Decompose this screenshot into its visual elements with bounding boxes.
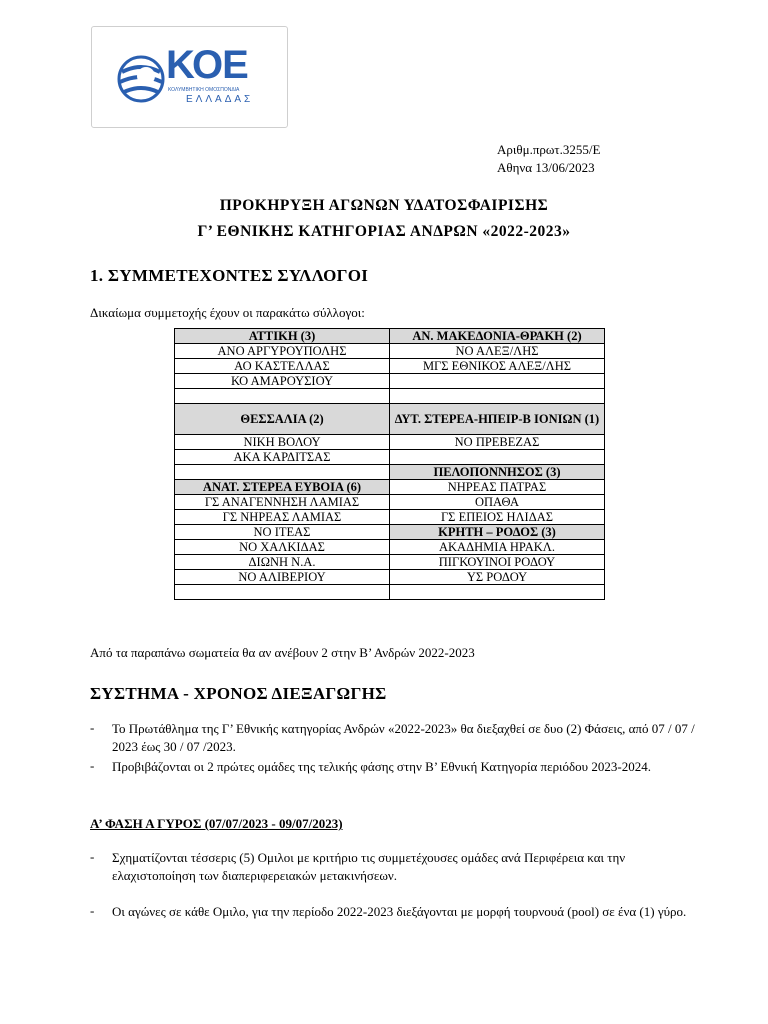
- table-cell: ΝΟ ΑΛΕΞ/ΛΗΣ: [390, 344, 605, 359]
- table-cell: ΓΣ ΕΠΕΙΟΣ ΗΛΙΔΑΣ: [390, 510, 605, 525]
- page-title-line1: ΠΡΟΚΗΡΥΞΗ ΑΓΩΝΩΝ ΥΔΑΤΟΣΦΑΙΡΙΣΗΣ: [219, 197, 549, 214]
- table-cell: ΟΠΑΘΑ: [390, 495, 605, 510]
- table-cell: ΥΣ ΡΟΔΟΥ: [390, 570, 605, 585]
- table-row: [175, 540, 605, 555]
- table-cell: [175, 389, 390, 404]
- table-row: [175, 359, 605, 374]
- table-row: [175, 510, 605, 525]
- table-cell: ΔΥΤ. ΣΤΕΡΕΑ-ΗΠΕΙΡ-Β ΙΟΝΙΩΝ (1): [390, 404, 605, 435]
- table-cell: [390, 450, 605, 465]
- bullet-marker: -: [90, 758, 95, 773]
- bullet-marker: -: [90, 903, 95, 918]
- table-row: [175, 404, 605, 435]
- section1-heading: 1. ΣΥΜΜΕΤΕΧΟΝΤΕΣ ΣΥΛΛΟΓΟΙ: [90, 266, 369, 285]
- table-cell: ΓΣ ΑΝΑΓΕΝΝΗΣΗ ΛΑΜΙΑΣ: [175, 495, 390, 510]
- system-bullet-2: Προβιβάζονται οι 2 πρώτες ομάδες της τελικής φάσης στην Β’ Εθνική Κατηγορία περιόδου 2023-2024.: [112, 759, 651, 774]
- table-cell: ΝΟ ΙΤΕΑΣ: [175, 525, 390, 540]
- table-cell: ΑΚΑΔΗΜΙΑ ΗΡΑΚΛ.: [390, 540, 605, 555]
- table-row: [175, 570, 605, 585]
- page-title-line2: Γ’ ΕΘΝΙΚΗΣ ΚΑΤΗΓΟΡΙΑΣ ΑΝΔΡΩΝ «2022-2023»: [197, 223, 571, 240]
- table-cell: [390, 374, 605, 389]
- table-row: [175, 329, 605, 344]
- waterpolo-ball-icon: [116, 54, 166, 104]
- table-row: [175, 525, 605, 540]
- phase-a-bullet-1: Σχηματίζονται τέσσερις (5) Ομιλοι με κριτήριο τις συμμετέχουσες ομάδες ανά Περιφέρεια και την ελαχιστοποίηση των διαπεριφερειακών μετακινήσεων.: [112, 850, 626, 883]
- table-row: [175, 585, 605, 600]
- table-row: [175, 495, 605, 510]
- phase-a-bullet-2: Οι αγώνες σε κάθε Ομιλο, για την περίοδο 2022-2023 διεξάγονται με μορφή τουρνουά (pool) σε ένα (1) γύρο.: [112, 904, 687, 919]
- table-row: [175, 374, 605, 389]
- table-row: [175, 344, 605, 359]
- table-cell: [175, 465, 390, 480]
- table-cell: ΠΕΛΟΠΟΝΝΗΣΟΣ (3): [390, 465, 605, 480]
- table-row: [175, 435, 605, 450]
- table-cell: ΠΙΓΚΟΥΙΝΟΙ ΡΟΔΟΥ: [390, 555, 605, 570]
- table-cell: [390, 389, 605, 404]
- section1-intro: Δικαίωμα συμμετοχής έχουν οι παρακάτω σύλλογοι:: [90, 305, 365, 320]
- table-cell: ΑΚΑ ΚΑΡΔΙΤΣΑΣ: [175, 450, 390, 465]
- table-cell: [175, 585, 390, 600]
- logo: [91, 26, 288, 128]
- table-cell: ΝΟ ΑΛΙΒΕΡΙΟΥ: [175, 570, 390, 585]
- table-row: [175, 555, 605, 570]
- document-date: Αθηνα 13/06/2023: [497, 160, 595, 175]
- table-cell: ΘΕΣΣΑΛΙΑ (2): [175, 404, 390, 435]
- system-bullet-1: Το Πρωτάθλημα της Γ’ Εθνικής κατηγορίας Ανδρών «2022-2023» θα διεξαχθεί σε δυο (2) Φάσεις, από 07 / 07 / 2023 έως 30 / 07 /2023.: [112, 721, 695, 754]
- logo-brand: ΚΟΕ: [166, 43, 248, 87]
- protocol-number: Αριθμ.πρωτ.3255/Ε: [497, 142, 601, 157]
- logo-subtitle: ΚΟΛΥΜΒΗΤΙΚΗ ΟΜΟΣΠΟΝΔΙΑ: [168, 87, 240, 93]
- table-cell: ΑΝΟ ΑΡΓΥΡΟΥΠΟΛΗΣ: [175, 344, 390, 359]
- table-cell: ΑΤΤΙΚΗ (3): [175, 329, 390, 344]
- table-row: [175, 450, 605, 465]
- table-row: [175, 465, 605, 480]
- table-cell: ΜΓΣ ΕΘΝΙΚΟΣ ΑΛΕΞ/ΛΗΣ: [390, 359, 605, 374]
- table-cell: ΚΡΗΤΗ – ΡΟΔΟΣ (3): [390, 525, 605, 540]
- clubs-table: [174, 328, 605, 600]
- section2-heading: ΣΥΣΤΗΜΑ - ΧΡΟΝΟΣ ΔΙΕΞΑΓΩΓΗΣ: [90, 684, 387, 703]
- table-cell: ΑΝΑΤ. ΣΤΕΡΕΑ ΕΥΒΟΙΑ (6): [175, 480, 390, 495]
- table-cell: ΑΟ ΚΑΣΤΕΛΛΑΣ: [175, 359, 390, 374]
- table-row: [175, 389, 605, 404]
- table-cell: ΝΟ ΠΡΕΒΕΖΑΣ: [390, 435, 605, 450]
- table-cell: ΝΟ ΧΑΛΚΙΔΑΣ: [175, 540, 390, 555]
- table-row: [175, 480, 605, 495]
- logo-country: ΕΛΛΑΔΑΣ: [186, 94, 254, 105]
- table-cell: ΝΗΡΕΑΣ ΠΑΤΡΑΣ: [390, 480, 605, 495]
- table-cell: ΑΝ. ΜΑΚΕΔΟΝΙΑ-ΘΡΑΚΗ (2): [390, 329, 605, 344]
- table-cell: [390, 585, 605, 600]
- table-cell: ΚΟ ΑΜΑΡΟΥΣΙΟΥ: [175, 374, 390, 389]
- bullet-marker: -: [90, 849, 95, 864]
- table-cell: ΔΙΩΝΗ Ν.Α.: [175, 555, 390, 570]
- table-cell: ΓΣ ΝΗΡΕΑΣ ΛΑΜΙΑΣ: [175, 510, 390, 525]
- table-cell: ΝΙΚΗ ΒΟΛΟΥ: [175, 435, 390, 450]
- bullet-marker: -: [90, 720, 95, 735]
- phase-a-heading: Α’ ΦΑΣΗ Α ΓΥΡΟΣ (07/07/2023 - 09/07/2023): [90, 816, 343, 831]
- promotion-note: Από τα παραπάνω σωματεία θα αν ανέβουν 2 στην Β’ Ανδρών 2022-2023: [90, 645, 475, 660]
